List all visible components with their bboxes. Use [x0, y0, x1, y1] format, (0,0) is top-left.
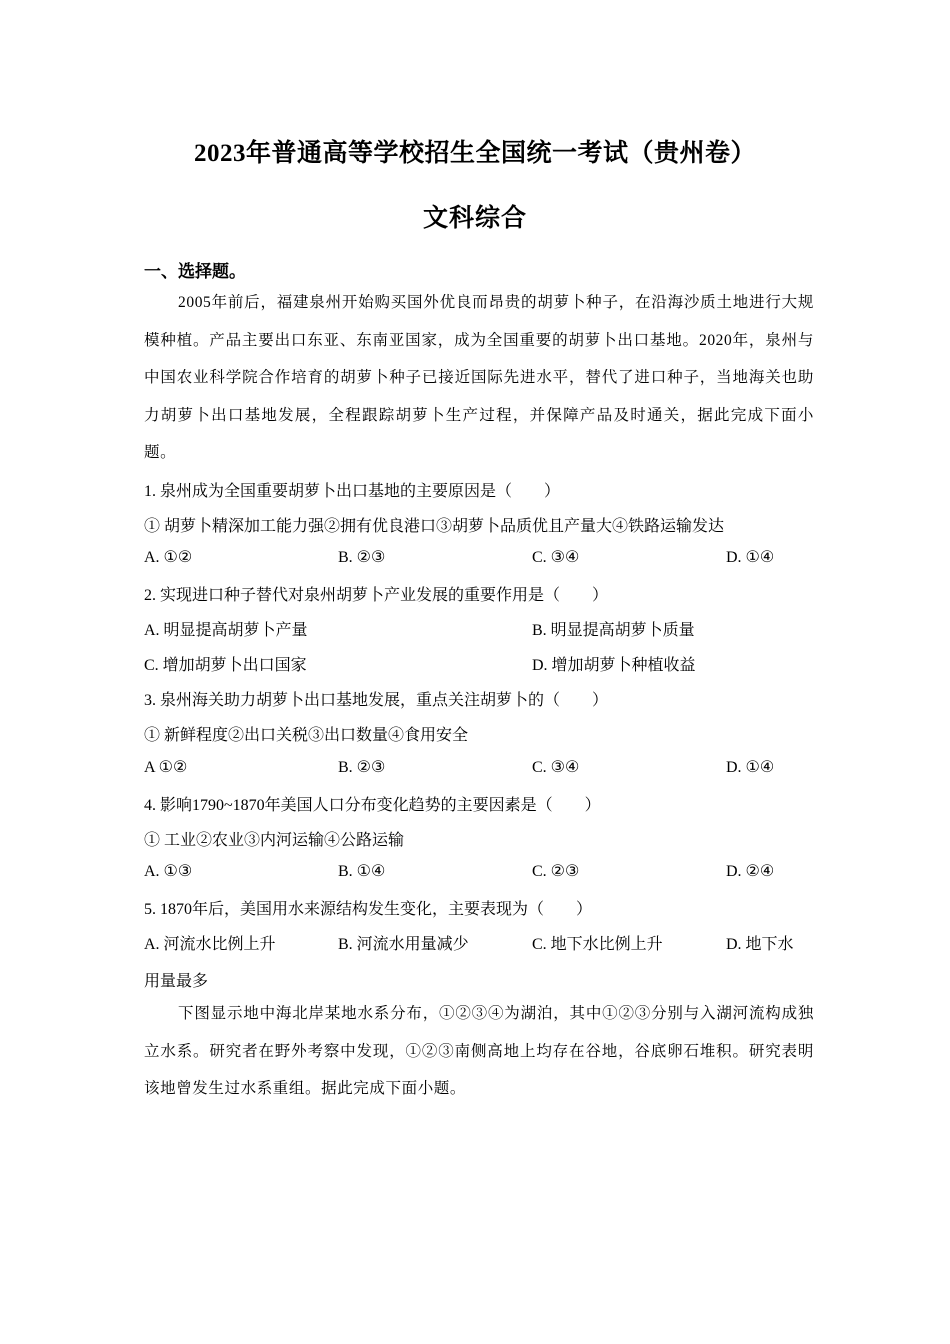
question-1-option-d: D. ①④	[726, 549, 775, 566]
question-2-option-a: A. 明显提高胡萝卜产量	[144, 622, 308, 639]
question-5-option-d-continued: 用量最多	[144, 973, 209, 990]
question-4-option-b: B. ①④	[338, 863, 386, 880]
question-5-option-c: C. 地下水比例上升	[532, 936, 663, 953]
reading-passage-1: 2005年前后，福建泉州开始购买国外优良而昂贵的胡萝卜种子，在沿海沙质土地进行大规模种植。产品主要出口东亚、东南亚国家，成为全国重要的胡萝卜出口基地。2020年，泉州与中国农业科学院合作培育的胡萝卜种子已接近国际先进水平，替代了进口种子，当地海关也助力胡萝卜出口基地发展，全程跟踪胡萝卜生产过程，并保障产品及时通关，据此完成下面小题。	[144, 294, 814, 461]
question-3-option-d: D. ①④	[726, 759, 775, 776]
exam-subtitle: 文科综合	[422, 205, 527, 232]
question-1-option-a: A. ①②	[144, 549, 193, 566]
question-4-option-a: A. ①③	[144, 863, 193, 880]
reading-passage-2: 下图显示地中海北岸某地水系分布，①②③④为湖泊，其中①②③分别与入湖河流构成独立水系。研究者在野外考察中发现，①②③南侧高地上均存在谷地，谷底卵石堆积。研究表明该地曾发生过水系重组。据此完成下面小题。	[144, 1005, 814, 1097]
question-4-stem: 4. 影响1790~1870年美国人口分布变化趋势的主要因素是（ ）	[144, 797, 601, 814]
question-1-statements: ① 胡萝卜精深加工能力强②拥有优良港口③胡萝卜品质优且产量大④铁路运输发达	[144, 518, 725, 535]
question-1-stem: 1. 泉州成为全国重要胡萝卜出口基地的主要原因是（ ）	[144, 483, 561, 500]
question-5-option-a: A. 河流水比例上升	[144, 936, 276, 953]
question-4-statements: ① 工业②农业③内河运输④公路运输	[144, 832, 405, 849]
question-5-stem: 5. 1870年后，美国用水来源结构发生变化，主要表现为（ ）	[144, 901, 593, 918]
question-3-option-c: C. ③④	[532, 759, 580, 776]
question-4-option-d: D. ②④	[726, 863, 775, 880]
question-4-option-c: C. ②③	[532, 863, 580, 880]
question-2-option-c: C. 增加胡萝卜出口国家	[144, 657, 307, 674]
question-1-option-b: B. ②③	[338, 549, 386, 566]
question-5-option-d: D. 地下水	[726, 936, 794, 953]
question-5-option-b: B. 河流水用量减少	[338, 936, 469, 953]
question-3-stem: 3. 泉州海关助力胡萝卜出口基地发展，重点关注胡萝卜的（ ）	[144, 692, 609, 709]
section-heading: 一、选择题。	[144, 262, 246, 281]
question-2-option-b: B. 明显提高胡萝卜质量	[532, 622, 695, 639]
exam-title: 2023年普通高等学校招生全国统一考试（贵州卷）	[193, 140, 756, 167]
question-3-statements: ① 新鲜程度②出口关税③出口数量④食用安全	[144, 727, 469, 744]
question-3-option-b: B. ②③	[338, 759, 386, 776]
question-1-option-c: C. ③④	[532, 549, 580, 566]
question-3-option-a: A ①②	[144, 759, 188, 776]
question-2-stem: 2. 实现进口种子替代对泉州胡萝卜产业发展的重要作用是（ ）	[144, 587, 609, 604]
question-2-option-d: D. 增加胡萝卜种植收益	[532, 657, 696, 674]
